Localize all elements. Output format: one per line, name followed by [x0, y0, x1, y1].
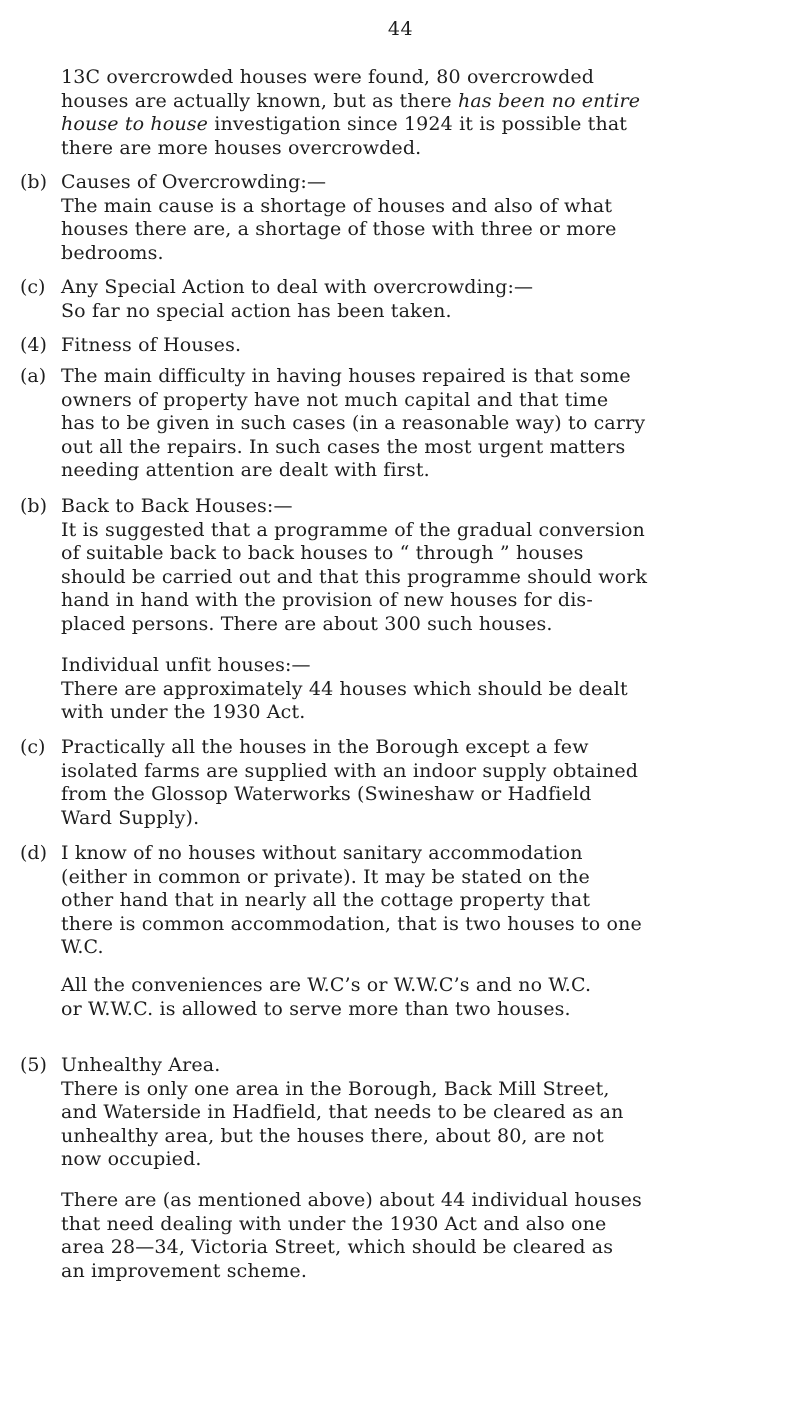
section-heading: Back to Back Houses:— [61, 495, 293, 517]
section-text [61, 334, 773, 358]
text-line: and Waterside in Hadfield, that needs to be cleared as an [61, 1101, 624, 1123]
text-line: There is only one area in the Borough, Back Mill Street, [61, 1077, 610, 1100]
text-line: Practically all the houses in the Borough except a few [61, 736, 589, 758]
text-line: 13C overcrowded houses were found, 80 overcrowded [61, 66, 595, 88]
text-line: There are approximately 44 houses which should be dealt [61, 677, 628, 700]
text-line: bedrooms. [61, 241, 164, 264]
section-marker: (c) [20, 736, 46, 758]
section-text [61, 736, 773, 830]
text-line: from the Glossop Waterworks (Swineshaw or Hadfield [61, 783, 592, 805]
section-marker: (b) [20, 171, 47, 193]
section-marker: (5) [20, 1054, 47, 1076]
section-marker: (a) [20, 365, 47, 387]
text-line: or W.W.C. is allowed to serve more than two houses. [61, 997, 571, 1020]
section-text [61, 1054, 773, 1172]
section-text [61, 495, 773, 636]
section-text [61, 842, 773, 960]
text-line: houses there are, a shortage of those with three or more [61, 218, 617, 240]
text-line: now occupied. [61, 1148, 202, 1170]
section-text [61, 654, 773, 725]
text-line: W.C. [61, 936, 104, 958]
text-line: area 28—34, Victoria Street, which should be cleared as [61, 1236, 614, 1258]
text-line: The main cause is a shortage of houses and also of what [61, 194, 613, 217]
text-line: house to house investigation since 1924 it is possible that [61, 113, 628, 135]
section-heading: Causes of Overcrowding:— [61, 171, 327, 193]
section-text [61, 171, 773, 265]
text-line: unhealthy area, but the houses there, about 80, are not [61, 1124, 604, 1147]
intro-text [61, 66, 773, 160]
text-line: There are (as mentioned above) about 44 individual houses [61, 1189, 642, 1211]
section-text [61, 974, 773, 1021]
text-line: (either in common or private). It may be stated on the [61, 865, 590, 888]
section-heading: Individual unfit houses:— [61, 654, 311, 676]
section-text [61, 1189, 773, 1283]
text-line: needing attention are dealt with first. [61, 459, 430, 481]
section-heading: Fitness of Houses. [61, 334, 242, 356]
page-number: 44 [387, 18, 414, 40]
text-line: So far no special action has been taken. [61, 299, 452, 322]
text-line: there are more houses overcrowded. [61, 136, 422, 159]
text-line: with under the 1930 Act. [61, 701, 306, 723]
text-line: houses are actually known, but as there has been no entire [61, 89, 641, 112]
text-line: owners of property have not much capital and that time [61, 388, 609, 411]
text-line: other hand that in nearly all the cottage property that [61, 889, 591, 911]
section-marker: (b) [20, 495, 47, 517]
section-marker: (c) [20, 276, 46, 298]
text-line: Ward Supply). [61, 806, 200, 829]
text-line: It is suggested that a programme of the gradual conversion [61, 518, 645, 541]
section-heading: Unhealthy Area. [61, 1054, 221, 1076]
text-line: isolated farms are supplied with an indoor supply obtained [61, 759, 639, 782]
section-text [61, 276, 773, 323]
text-line: of suitable back to back houses to “ through ” houses [61, 542, 584, 564]
text-line: that need dealing with under the 1930 Act and also one [61, 1212, 607, 1235]
text-line: has to be given in such cases (in a reasonable way) to carry [61, 412, 646, 434]
text-line: hand in hand with the provision of new houses for dis- [61, 589, 593, 611]
text-line: should be carried out and that this programme should work [61, 565, 648, 588]
text-line: there is common accommodation, that is two houses to one [61, 912, 642, 935]
section-text [61, 365, 773, 483]
section-marker: (4) [20, 334, 47, 356]
text-line: an improvement scheme. [61, 1259, 308, 1282]
text-line: All the conveniences are W.C’s or W.W.C’s and no W.C. [61, 974, 592, 996]
text-line: out all the repairs. In such cases the most urgent matters [61, 435, 626, 458]
text-line: The main difficulty in having houses repaired is that some [61, 365, 631, 387]
text-line: I know of no houses without sanitary accommodation [61, 842, 583, 864]
section-heading: Any Special Action to deal with overcrowding:— [61, 276, 534, 298]
text-line: placed persons. There are about 300 such houses. [61, 612, 553, 635]
section-marker: (d) [20, 842, 47, 864]
